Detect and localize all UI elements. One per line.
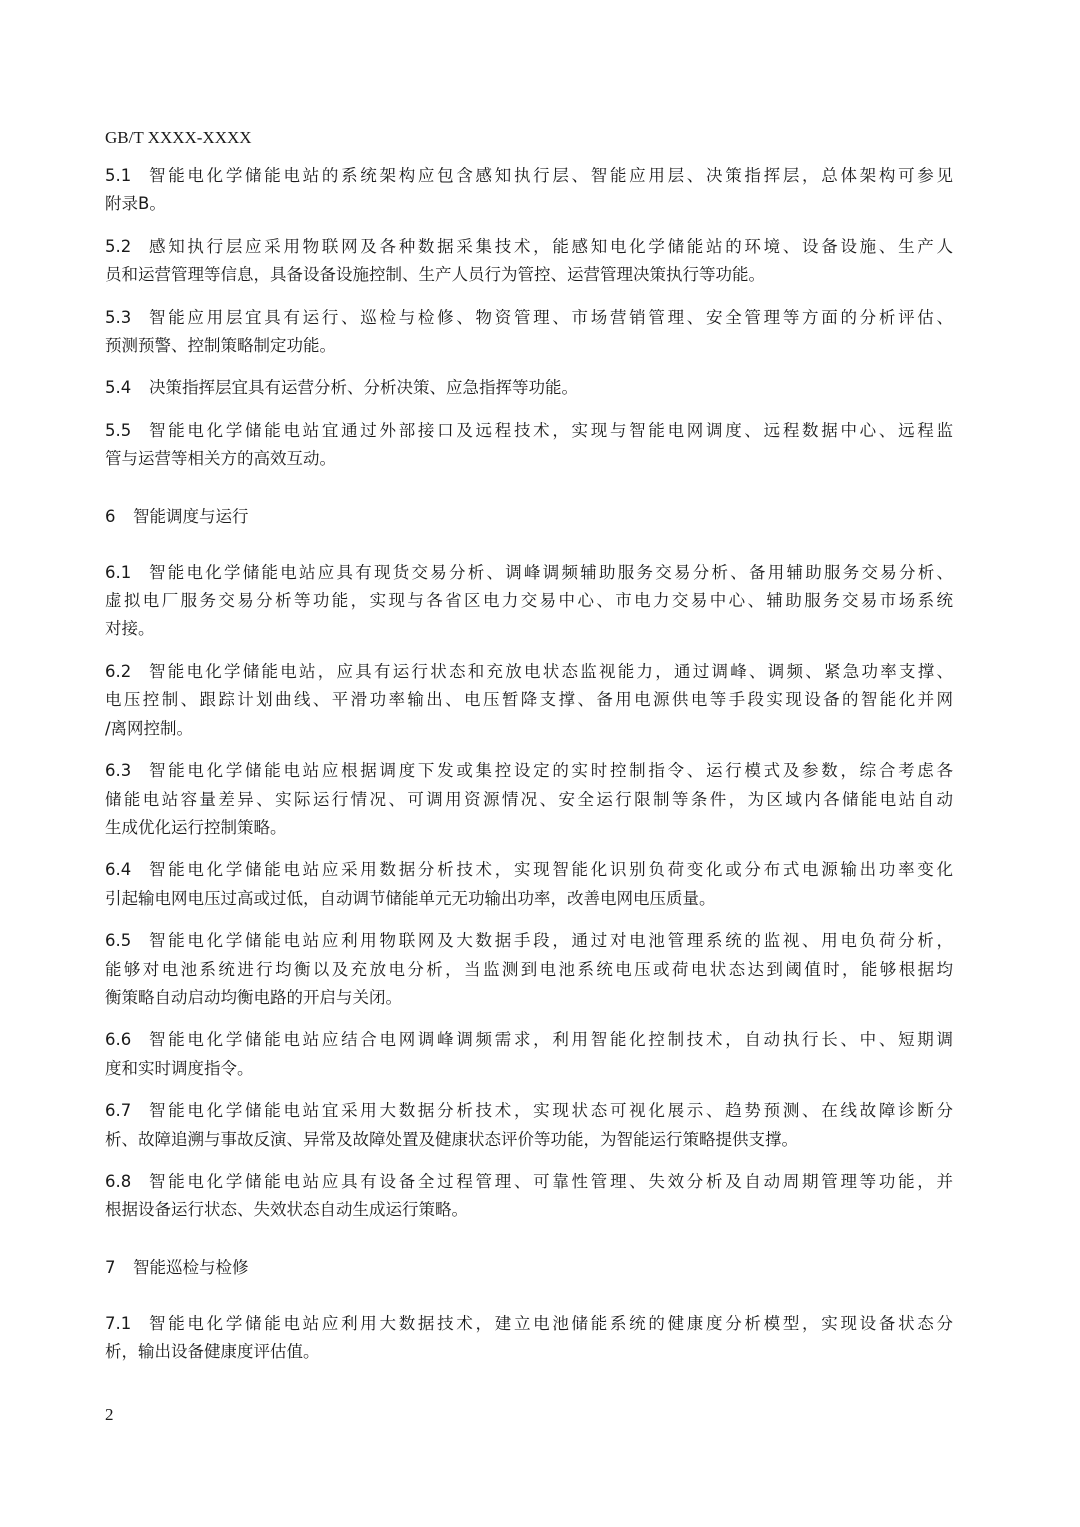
text-line xyxy=(105,374,953,402)
clause-text: 智能电化学储能电站应具有现货交易分析、调峰调频辅助服务交易分析、备用辅助服务交易分析、 xyxy=(149,562,953,582)
clause-number: 5.3 xyxy=(105,307,132,327)
clause-paragraph xyxy=(105,757,953,842)
clause-number: 5.5 xyxy=(105,420,132,440)
clause-text: 智能电化学储能电站应采用数据分析技术，实现智能化识别负荷变化或分布式电源输出功率变化 xyxy=(149,860,953,880)
clause-text: 智能电化学储能电站宜采用大数据分析技术，实现状态可视化展示、趋势预测、在线故障诊断分 xyxy=(149,1101,953,1121)
clause-paragraph xyxy=(105,856,953,913)
text-line xyxy=(105,559,953,587)
text-line: 衡策略自动启动均衡电路的开启与关闭。 xyxy=(105,987,402,1007)
clause-number: 6.5 xyxy=(105,931,132,951)
clause-paragraph xyxy=(105,304,953,361)
section-heading xyxy=(105,1254,953,1282)
text-line: /离网控制。 xyxy=(105,718,194,738)
clause-paragraph xyxy=(105,559,953,644)
clause-text: 智能电化学储能电站，应具有运行状态和充放电状态监视能力，通过调峰、调频、紧急功率支撑、 xyxy=(149,661,953,681)
section-heading xyxy=(105,503,953,531)
clause-paragraph xyxy=(105,233,953,290)
clause-number: 6.3 xyxy=(105,761,132,781)
text-line: 根据设备运行状态、失效状态自动生成运行策略。 xyxy=(105,1200,468,1220)
document-page xyxy=(105,124,953,1381)
clause-number: 6.6 xyxy=(105,1030,132,1050)
text-line: 生成优化运行控制策略。 xyxy=(105,817,287,837)
text-line xyxy=(105,304,953,332)
text-line: 附录B。 xyxy=(105,194,166,214)
text-line xyxy=(105,417,953,445)
text-line xyxy=(105,162,953,190)
page-number: 2 xyxy=(105,1405,114,1424)
text-line xyxy=(105,1310,953,1338)
section-number: 7 xyxy=(105,1257,116,1277)
text-line xyxy=(105,233,953,261)
clause-text: 决策指挥层宜具有运营分析、分析决策、应急指挥等功能。 xyxy=(149,378,578,398)
clause-number: 5.2 xyxy=(105,236,132,256)
text-line: 电压控制、跟踪计划曲线、平滑功率输出、电压暂降支撑、备用电源供电等手段实现设备的智能化并网 xyxy=(105,690,953,710)
clause-text: 智能电化学储能电站应结合电网调峰调频需求，利用智能化控制技术，自动执行长、中、短期调 xyxy=(149,1030,953,1050)
text-line: 员和运营管理等信息，具备设备设施控制、生产人员行为管控、运营管理决策执行等功能。 xyxy=(105,265,765,285)
text-line xyxy=(105,927,953,955)
section-number: 6 xyxy=(105,506,116,526)
clause-number: 5.4 xyxy=(105,378,132,398)
text-line xyxy=(105,856,953,884)
text-line xyxy=(105,757,953,785)
clause-paragraph xyxy=(105,374,953,402)
text-line: 析，输出设备健康度评估值。 xyxy=(105,1342,320,1362)
text-line: 度和实时调度指令。 xyxy=(105,1058,254,1078)
clause-text: 智能应用层宜具有运行、巡检与检修、物资管理、市场营销管理、安全管理等方面的分析评估、 xyxy=(149,307,953,327)
text-line xyxy=(105,1097,953,1125)
section-title: 智能调度与运行 xyxy=(133,506,249,526)
clause-number: 6.8 xyxy=(105,1171,132,1191)
clause-paragraph xyxy=(105,1310,953,1367)
clause-number: 6.1 xyxy=(105,562,132,582)
text-line: 预测预警、控制策略制定功能。 xyxy=(105,336,336,356)
clause-paragraph xyxy=(105,162,953,219)
text-line: 对接。 xyxy=(105,619,155,639)
clause-text: 感知执行层应采用物联网及各种数据采集技术，能感知电化学储能站的环境、设备设施、生产人 xyxy=(149,236,953,256)
clause-paragraph xyxy=(105,1097,953,1154)
clause-text: 智能电化学储能电站应根据调度下发或集控设定的实时控制指令、运行模式及参数，综合考虑各 xyxy=(149,761,953,781)
text-line xyxy=(105,1168,953,1196)
clause-paragraph xyxy=(105,927,953,1012)
clause-paragraph xyxy=(105,1168,953,1225)
document-code: GB/T XXXX-XXXX xyxy=(105,128,252,147)
section-title: 智能巡检与检修 xyxy=(133,1257,249,1277)
clause-number: 5.1 xyxy=(105,166,132,185)
text-line: 能够对电池系统进行均衡以及充放电分析，当监测到电池系统电压或荷电状态达到阈值时，能够根据均 xyxy=(105,959,953,979)
text-line: 储能电站容量差异、实际运行情况、可调用资源情况、安全运行限制等条件，为区域内各储能电站自动 xyxy=(105,789,953,809)
text-line: 虚拟电厂服务交易分析等功能，实现与各省区电力交易中心、市电力交易中心、辅助服务交易市场系统 xyxy=(105,591,953,611)
text-line: 引起输电网电压过高或过低，自动调节储能单元无功输出功率，改善电网电压质量。 xyxy=(105,888,716,908)
clause-number: 7.1 xyxy=(105,1313,132,1333)
text-line: 管与运营等相关方的高效互动。 xyxy=(105,449,336,469)
clause-paragraph xyxy=(105,417,953,474)
clause-number: 6.2 xyxy=(105,661,132,681)
clause-paragraph xyxy=(105,658,953,743)
text-line xyxy=(105,658,953,686)
text-line: 析、故障追溯与事故反演、异常及故障处置及健康状态评价等功能，为智能运行策略提供支撑。 xyxy=(105,1129,798,1149)
text-line xyxy=(105,1026,953,1054)
clause-text: 智能电化学储能电站应利用大数据技术，建立电池储能系统的健康度分析模型，实现设备状态分 xyxy=(149,1313,953,1333)
clause-number: 6.4 xyxy=(105,860,132,880)
clause-text: 智能电化学储能电站宜通过外部接口及远程技术，实现与智能电网调度、远程数据中心、远程监 xyxy=(149,420,953,440)
clause-number: 6.7 xyxy=(105,1101,132,1121)
clause-text: 智能电化学储能电站应具有设备全过程管理、可靠性管理、失效分析及自动周期管理等功能，并 xyxy=(149,1171,953,1191)
clause-text: 智能电化学储能电站应利用物联网及大数据手段，通过对电池管理系统的监视、用电负荷分析， xyxy=(149,931,953,951)
clause-text: 智能电化学储能电站的系统架构应包含感知执行层、智能应用层、决策指挥层，总体架构可参见 xyxy=(149,166,953,185)
clause-paragraph xyxy=(105,1026,953,1083)
document-body xyxy=(105,162,953,1367)
